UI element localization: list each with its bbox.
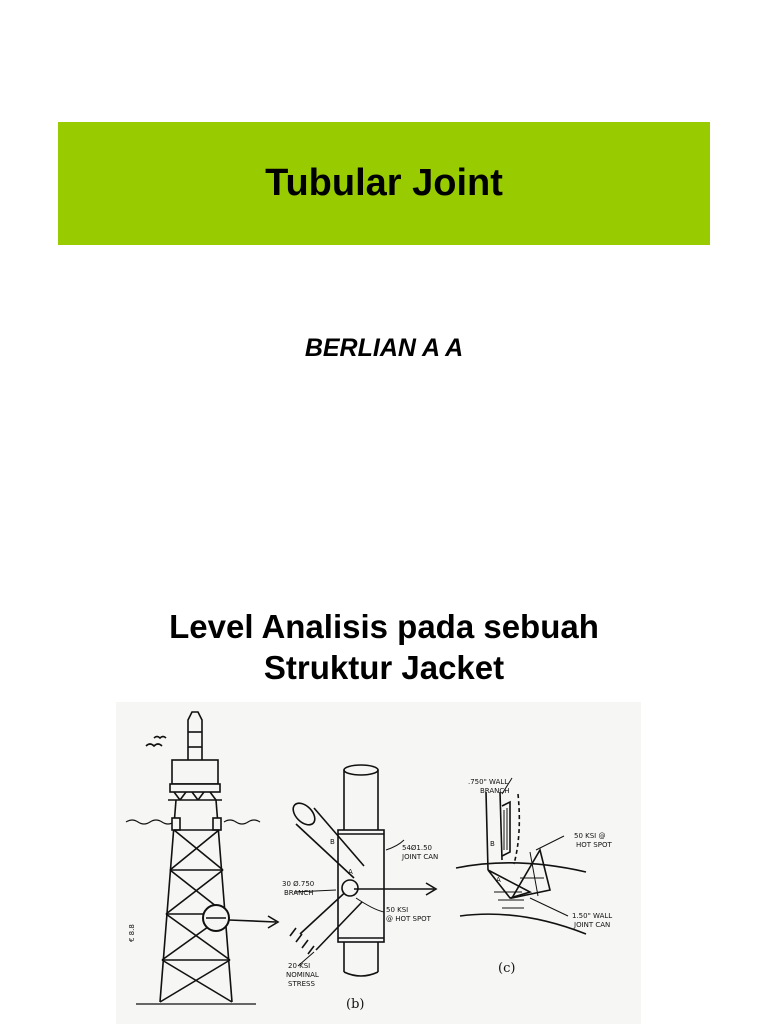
label-wall-branch-1: .750" WALL xyxy=(468,778,509,786)
label-wall-can-1: 1.50" WALL xyxy=(572,912,613,920)
label-branch-2: BRANCH xyxy=(284,889,314,897)
label-hotspot-c-1: 50 KSI @ xyxy=(574,832,606,840)
side-note: € 8.8 xyxy=(128,924,136,942)
label-nominal-1: 20 KSI xyxy=(288,962,311,970)
bird-icon-2 xyxy=(154,737,166,739)
figure-drawing xyxy=(116,702,641,1024)
point-a-c: A xyxy=(496,876,501,884)
hotspot-detail-c xyxy=(456,778,586,934)
point-b: B xyxy=(330,838,335,846)
point-a: A xyxy=(348,868,353,876)
label-wall-branch-2: BRANCH xyxy=(480,787,510,795)
label-hotspot-b-1: 50 KSI xyxy=(386,906,409,914)
slide-title: Tubular Joint xyxy=(265,162,503,204)
section-title-line-2: Struktur Jacket xyxy=(263,649,505,686)
title-banner xyxy=(58,122,710,245)
caption-b: (b) xyxy=(346,997,365,1012)
section-title xyxy=(0,606,768,688)
label-hotspot-b-2: @ HOT SPOT xyxy=(386,915,431,923)
label-nominal-2: NOMINAL xyxy=(286,971,319,979)
label-hotspot-c-2: HOT SPOT xyxy=(576,841,612,849)
label-joint-can-1: 54Ø1.50 xyxy=(402,844,433,852)
caption-c: (c) xyxy=(498,961,516,976)
tubular-joint-b xyxy=(289,765,439,976)
bird-icon xyxy=(146,744,162,746)
point-b-c: B xyxy=(490,840,495,848)
jacket-structure xyxy=(126,712,278,1004)
label-wall-can-2: JOINT CAN xyxy=(574,921,611,929)
label-branch-1: 30 Ø.750 xyxy=(282,880,315,888)
label-joint-can-2: JOINT CAN xyxy=(402,853,439,861)
jacket-analysis-figure xyxy=(116,702,641,1024)
author-name: BERLIAN A A xyxy=(304,334,464,362)
label-nominal-3: STRESS xyxy=(288,980,315,988)
section-title-line-1: Level Analisis pada sebuah xyxy=(169,608,599,645)
